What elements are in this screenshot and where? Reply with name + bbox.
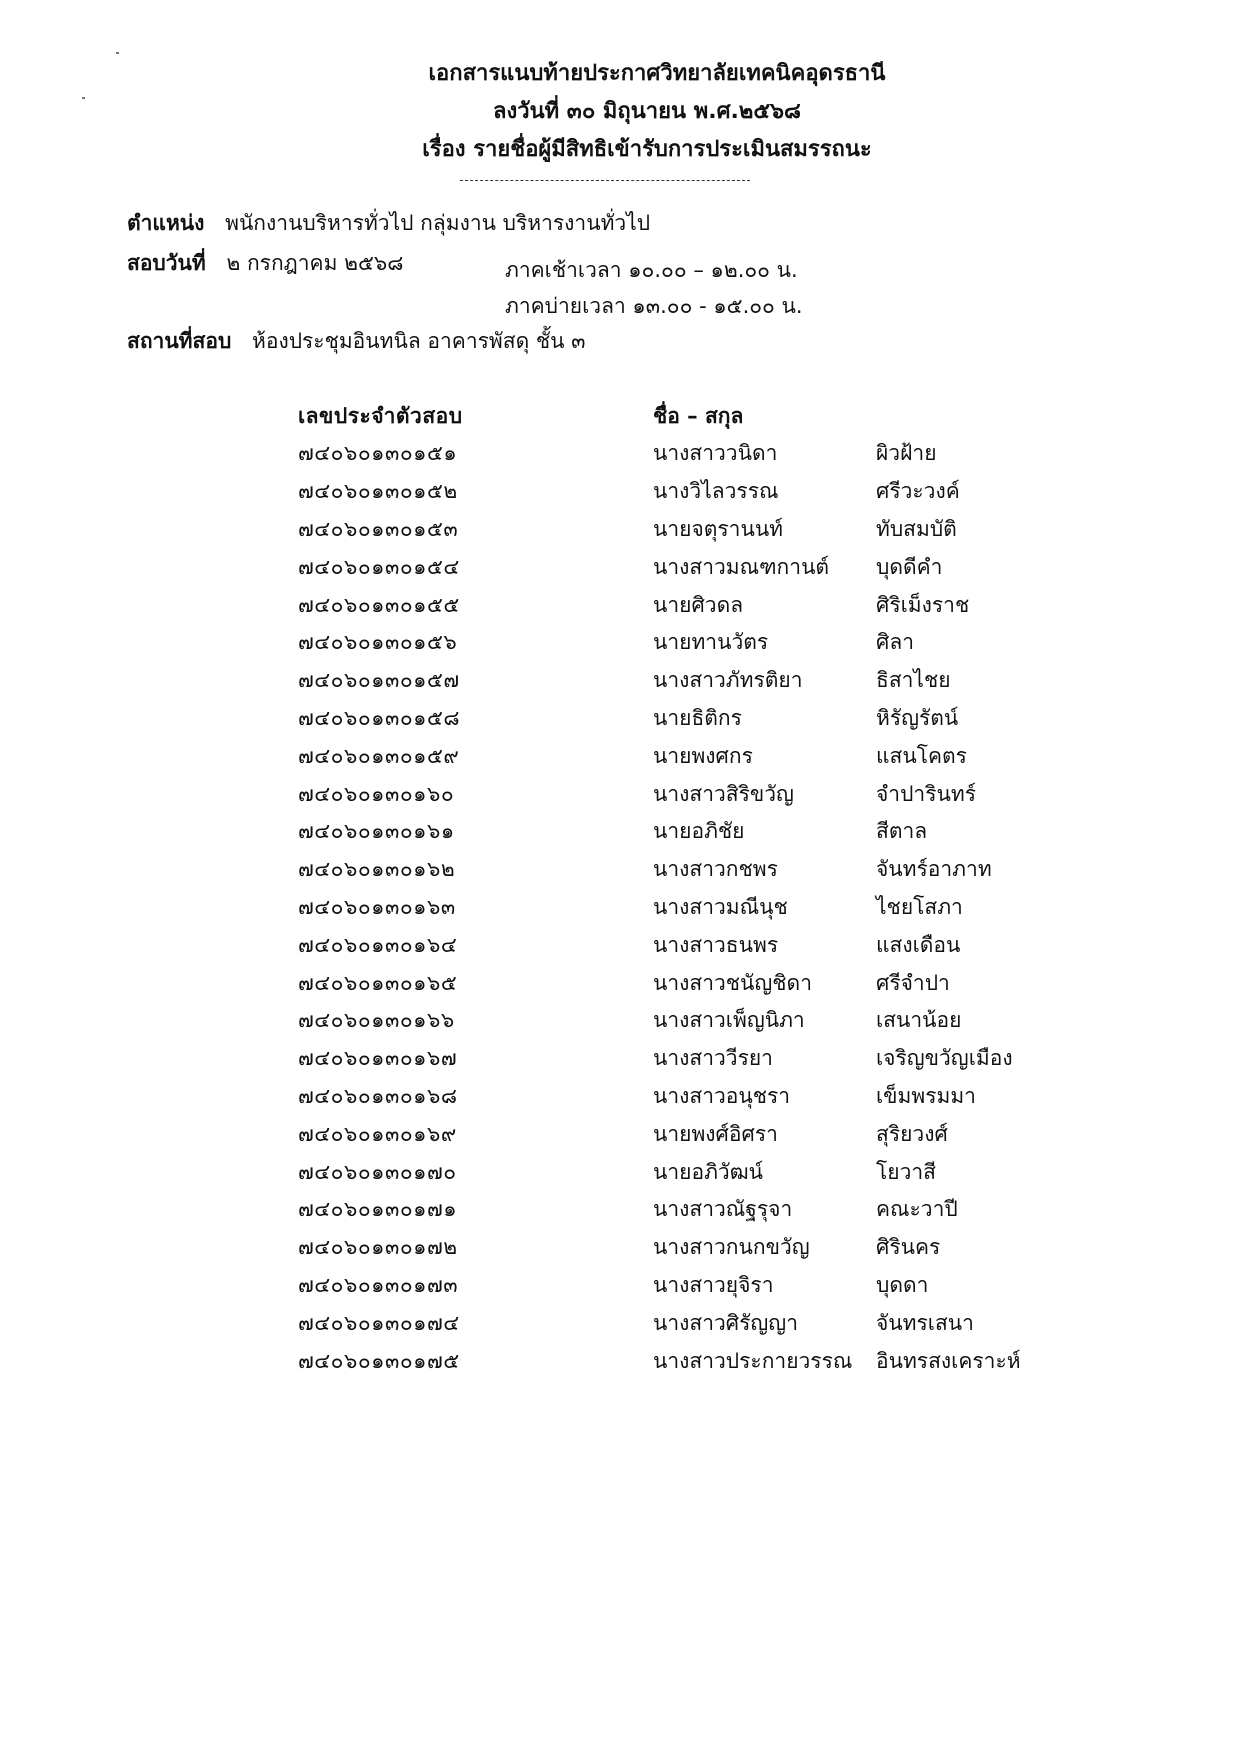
last-name-cell: ทับสมบัติ [876,516,957,541]
exam-id-cell: ๗๔๐๖๐๑๓๐๑๗๕ [298,1348,460,1373]
last-name-cell: ไชยโสภา [876,894,963,919]
table-row [298,1002,1076,1040]
table-row [298,851,1076,889]
last-name-cell: โยวาสี [876,1159,936,1184]
exam-id-cell: ๗๔๐๖๐๑๓๐๑๕๓ [298,516,459,541]
position-value: พนักงานบริหารทั่วไป กลุ่มงาน บริหารงานทั่วไป [225,211,651,235]
first-name-cell: นางสาวณัฐรุจา [653,1197,793,1222]
last-name-cell: สีตาล [876,819,928,844]
exam-id-cell: ๗๔๐๖๐๑๓๐๑๖๒ [298,857,456,882]
last-name-cell: ศิรินคร [876,1235,941,1260]
first-name-cell: นางสาวธนพร [653,932,779,957]
venue-value: ห้องประชุมอินทนิล อาคารพัสดุ ชั้น ๓ [251,329,586,353]
exam-id-cell: ๗๔๐๖๐๑๓๐๑๖๙ [298,1121,457,1146]
last-name-cell: เสนาน้อย [876,1008,962,1033]
morning-session: ภาคเช้าเวลา ๑๐.๐๐ – ๑๒.๐๐ น. [505,258,798,282]
exam-id-cell: ๗๔๐๖๐๑๓๐๑๗๔ [298,1310,460,1335]
exam-id-cell: ๗๔๐๖๐๑๓๐๑๕๔ [298,554,460,579]
first-name-cell: นางสาวเพ็ญนิภา [653,1008,805,1033]
exam-id-cell: ๗๔๐๖๐๑๓๐๑๗๐ [298,1159,457,1184]
first-name-cell: นางสาวกชพร [653,857,778,882]
header-line-3: เรื่อง รายชื่อผู้มีสิทธิเข้ารับการประเมินสมรรถนะ [422,137,872,162]
last-name-cell: แสงเดือน [876,932,961,957]
last-name-cell: ศิลา [876,630,914,655]
exam-id-cell: ๗๔๐๖๐๑๓๐๑๖๑ [298,819,455,844]
table-row [298,435,1076,473]
last-name-cell: ศรีวะวงค์ [876,479,960,504]
last-name-cell: บุดดีคำ [876,554,943,579]
header-line-1: เอกสารแนบท้ายประกาศวิทยาลัยเทคนิคอุดรธานี [428,61,886,86]
table-row [298,1342,1076,1380]
table-row [298,737,1076,775]
first-name-cell: นางสาววนิดา [653,441,778,466]
last-name-cell: แสนโคตร [876,743,967,768]
exam-id-cell: ๗๔๐๖๐๑๓๐๑๖๗ [298,1046,458,1071]
table-row [298,926,1076,964]
table-row [298,1040,1076,1078]
exam-id-cell: ๗๔๐๖๐๑๓๐๑๕๑ [298,441,458,466]
last-name-cell: สุริยวงศ์ [876,1121,948,1146]
table-row [298,775,1076,813]
document-header [0,55,1234,169]
last-name-cell: คณะวาปี [876,1197,958,1222]
first-name-cell: นางสาวกนกขวัญ [653,1235,810,1260]
exam-id-cell: ๗๔๐๖๐๑๓๐๑๖๖ [298,1008,455,1033]
candidate-rows [298,435,1076,1380]
last-name-cell: จำปารินทร์ [876,781,976,806]
table-row [298,662,1076,700]
last-name-cell: ผิวฝ้าย [876,441,937,466]
table-row [298,624,1076,662]
last-name-cell: หิรัญรัตน์ [876,705,959,730]
table-row [298,700,1076,738]
exam-id-cell: ๗๔๐๖๐๑๓๐๑๖๓ [298,894,456,919]
first-name-cell: นางสาววีรยา [653,1046,773,1071]
table-row [298,473,1076,511]
table-row [298,1267,1076,1305]
table-row [298,889,1076,927]
first-name-cell: นายธิติกร [653,705,742,730]
afternoon-session: ภาคบ่ายเวลา ๑๓.๐๐ - ๑๕.๐๐ น. [505,294,803,318]
exam-id-cell: ๗๔๐๖๐๑๓๐๑๗๑ [298,1197,458,1222]
first-name-cell: นางสาวชนัญชิดา [653,970,812,995]
first-name-cell: นายทานวัตร [653,630,769,655]
first-name-cell: นางสาวศิรัญญา [653,1310,798,1335]
last-name-cell: เข็มพรมมา [876,1083,976,1108]
column-header-id: เลขประจำตัวสอบ [298,403,463,428]
table-row [298,1115,1076,1153]
position-label: ตำแหน่ง [127,211,205,235]
first-name-cell: นายจตุรานนท์ [653,516,784,541]
table-row [298,511,1076,549]
table-row [298,813,1076,851]
first-name-cell: นางสาวอนุชรา [653,1083,791,1108]
last-name-cell: เจริญขวัญเมือง [876,1046,1013,1071]
exam-id-cell: ๗๔๐๖๐๑๓๐๑๕๒ [298,479,458,504]
venue-line [127,324,586,358]
exam-id-cell: ๗๔๐๖๐๑๓๐๑๖๕ [298,970,458,995]
last-name-cell: จันทร์อาภาท [876,857,992,882]
exam-id-cell: ๗๔๐๖๐๑๓๐๑๕๖ [298,630,458,655]
table-row [298,586,1076,624]
first-name-cell: นางสาวภัทรติยา [653,668,803,693]
first-name-cell: นางสาวมณฑกานต์ [653,554,830,579]
first-name-cell: นางสาวยุจิรา [653,1272,774,1297]
first-name-cell: นายพงศกร [653,743,753,768]
last-name-cell: ธิสาไชย [876,668,951,693]
scan-speck [116,52,119,54]
exam-id-cell: ๗๔๐๖๐๑๓๐๑๕๙ [298,743,460,768]
first-name-cell: นางวิไลวรรณ [653,479,779,504]
first-name-cell: นายพงศ์อิศรา [653,1121,778,1146]
table-header-row [298,397,1076,435]
first-name-cell: นายอภิวัฒน์ [653,1159,764,1184]
exam-id-cell: ๗๔๐๖๐๑๓๐๑๗๒ [298,1235,458,1260]
table-row [298,964,1076,1002]
exam-id-cell: ๗๔๐๖๐๑๓๐๑๕๘ [298,705,461,730]
header-line-2: ลงวันที่ ๓๐ มิถุนายน พ.ศ.๒๕๖๘ [493,99,801,124]
table-row [298,1304,1076,1342]
exam-date-line [127,246,403,280]
candidate-table [298,397,1076,1380]
first-name-cell: นางสาวสิริขวัญ [653,781,794,806]
first-name-cell: นายอภิชัย [653,819,745,844]
last-name-cell: ศิริเม็งราช [876,592,970,617]
table-row [298,548,1076,586]
table-row [298,1229,1076,1267]
exam-id-cell: ๗๔๐๖๐๑๓๐๑๖๔ [298,932,458,957]
exam-id-cell: ๗๔๐๖๐๑๓๐๑๗๓ [298,1272,459,1297]
header-divider [460,180,750,181]
first-name-cell: นางสาวมณีนุช [653,894,788,919]
first-name-cell: นางสาวประกายวรรณ [653,1348,853,1373]
venue-label: สถานที่สอบ [127,329,232,353]
last-name-cell: อินทรสงเคราะห์ [876,1348,1021,1373]
last-name-cell: จันทรเสนา [876,1310,974,1335]
last-name-cell: ศรีจำปา [876,970,950,995]
exam-id-cell: ๗๔๐๖๐๑๓๐๑๖๐ [298,781,455,806]
first-name-cell: นายศิวดล [653,592,744,617]
table-row [298,1191,1076,1229]
column-header-name: ชื่อ – สกุล [653,403,744,428]
table-row [298,1078,1076,1116]
last-name-cell: บุดดา [876,1272,929,1297]
position-line [127,206,650,240]
exam-id-cell: ๗๔๐๖๐๑๓๐๑๖๘ [298,1083,458,1108]
exam-id-cell: ๗๔๐๖๐๑๓๐๑๕๕ [298,592,460,617]
exam-date-label: สอบวันที่ [127,251,206,275]
exam-date-value: ๒ กรกฎาคม ๒๕๖๘ [226,251,404,275]
table-row [298,1153,1076,1191]
exam-id-cell: ๗๔๐๖๐๑๓๐๑๕๗ [298,668,460,693]
